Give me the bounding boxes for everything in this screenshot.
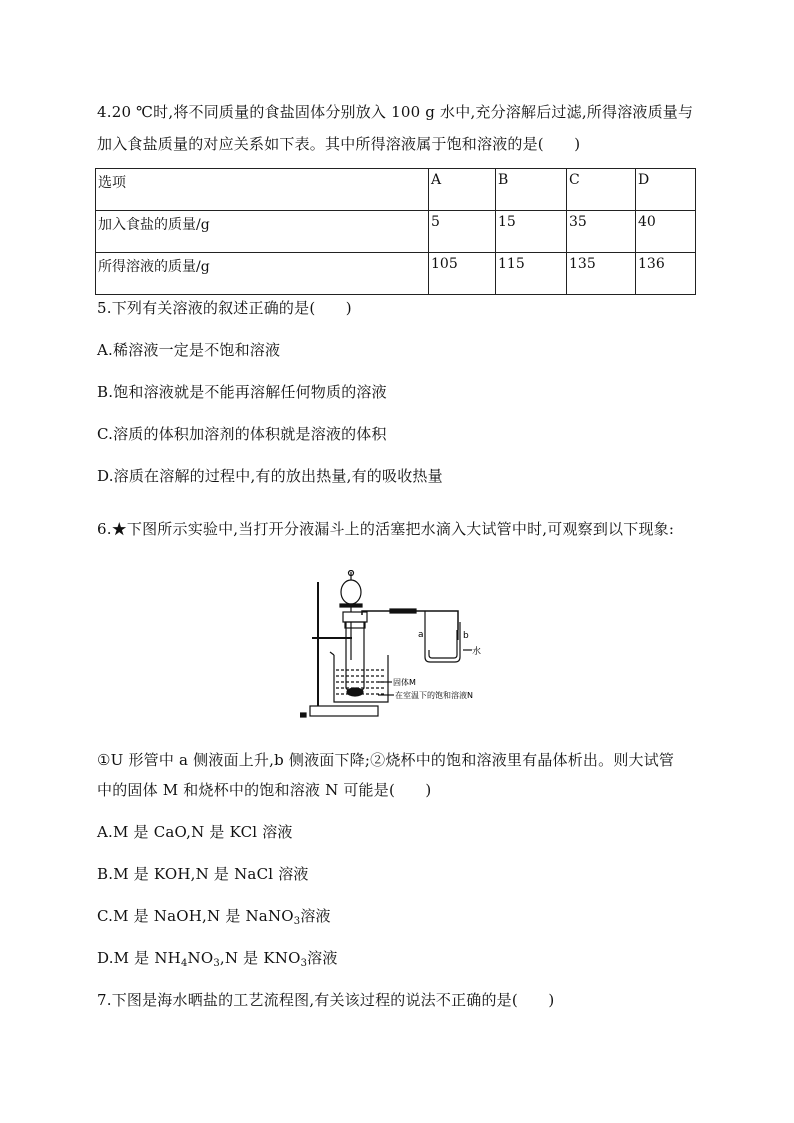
option-text: NO — [187, 949, 214, 967]
table-cell: 115 — [496, 253, 567, 295]
q6-description-line1: ①U 形管中 a 侧液面上升,b 侧液面下降;②烧杯中的饱和溶液里有晶体析出。则大试管 — [97, 751, 675, 769]
q7-stem: 7.下图是海水晒盐的工艺流程图,有关该过程的说法不正确的是( ) — [97, 991, 555, 1009]
table-cell: 15 — [496, 211, 567, 253]
subscript: 3 — [300, 958, 308, 969]
table-cell: 135 — [567, 253, 636, 295]
table-row — [96, 211, 696, 253]
q6-option-d — [97, 947, 338, 969]
label-solution-n: 在室温下的饱和溶液N — [395, 691, 473, 700]
option-text: 溶液 — [300, 907, 331, 925]
option-text: D.M 是 NH — [97, 949, 181, 967]
table-header-row — [96, 169, 696, 211]
table-header-cell: B — [496, 169, 567, 211]
table-cell: 40 — [636, 211, 696, 253]
q5-stem: 5.下列有关溶液的叙述正确的是( ) — [97, 299, 352, 317]
stand-base — [310, 706, 378, 716]
option-text: C.M 是 NaOH,N 是 NaNO — [97, 907, 294, 925]
q4-table — [95, 168, 696, 295]
q5-option-b: B.饱和溶液就是不能再溶解任何物质的溶液 — [97, 383, 387, 401]
label-a: a — [418, 630, 424, 640]
table-cell: 136 — [636, 253, 696, 295]
q6-option-a: A.M 是 CaO,N 是 KCl 溶液 — [97, 823, 293, 841]
q4-stem-line1: 4.20 ℃时,将不同质量的食盐固体分别放入 100 g 水中,充分溶解后过滤,所得溶液质量与 — [97, 103, 694, 121]
u-tube — [425, 611, 460, 662]
table-header-cell: A — [429, 169, 496, 211]
table-row — [96, 253, 696, 295]
table-cell: 105 — [429, 253, 496, 295]
q6-option-c — [97, 905, 331, 927]
subscript: 4 — [180, 958, 188, 969]
table-cell: 35 — [567, 211, 636, 253]
table-cell: 加入食盐的质量/g — [96, 211, 429, 253]
label-b: b — [463, 631, 469, 641]
q6-option-b: B.M 是 KOH,N 是 NaCl 溶液 — [97, 865, 309, 883]
label-water: 水 — [472, 647, 482, 657]
subscript: 3 — [213, 958, 220, 969]
q4-stem-line2: 加入食盐质量的对应关系如下表。其中所得溶液属于饱和溶液的是( ) — [97, 135, 581, 153]
separatory-funnel — [341, 580, 361, 604]
option-text: 溶液 — [307, 949, 338, 967]
table-cell: 所得溶液的质量/g — [96, 253, 429, 295]
q5-option-c: C.溶质的体积加溶剂的体积就是溶液的体积 — [97, 425, 387, 443]
table-header-cell: D — [636, 169, 696, 211]
table-cell: 5 — [429, 211, 496, 253]
q5-option-a: A.稀溶液一定是不饱和溶液 — [97, 341, 281, 359]
q6-stem: 6.★下图所示实验中,当打开分液漏斗上的活塞把水滴入大试管中时,可观察到以下现象: — [97, 520, 675, 538]
q5-option-d: D.溶质在溶解的过程中,有的放出热量,有的吸收热量 — [97, 467, 443, 485]
stopper — [343, 612, 367, 622]
option-text: ,N 是 KNO — [219, 949, 301, 967]
subscript: 3 — [293, 916, 301, 927]
q6-description-line2: 中的固体 M 和烧杯中的饱和溶液 N 可能是( ) — [97, 781, 432, 799]
apparatus-figure — [300, 570, 500, 725]
table-header-cell: C — [567, 169, 636, 211]
table-header-cell: 选项 — [96, 169, 429, 211]
label-solid-m: 固体M — [393, 678, 416, 687]
delivery-tube — [362, 611, 458, 630]
